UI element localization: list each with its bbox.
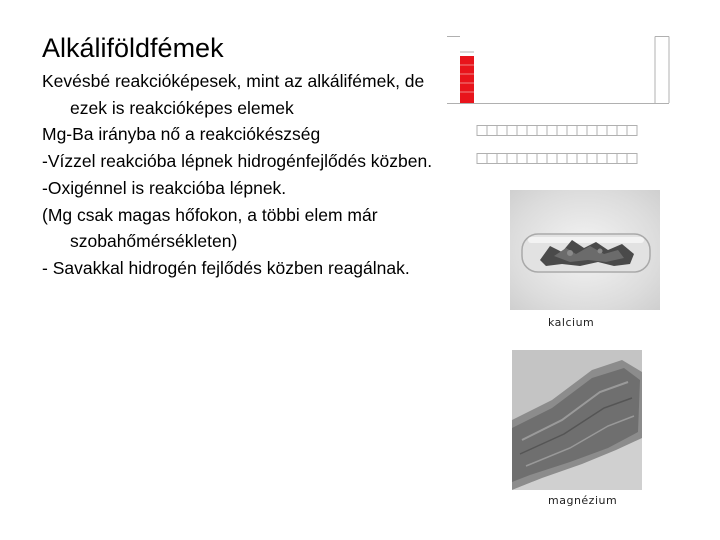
magnesium-sample-icon bbox=[512, 350, 642, 490]
calcium-photo bbox=[510, 190, 660, 310]
paragraph-acids: - Savakkal hidrogén fejlődés közben reagálnak. bbox=[42, 257, 410, 278]
periodic-table-diagram bbox=[447, 30, 672, 175]
paragraph-water: -Vízzel reakcióba lépnek hidrogénfejlődés közben. bbox=[42, 151, 433, 172]
paragraph-oxygen: -Oxigénnel is reakcióba lépnek. bbox=[42, 177, 287, 198]
paragraph-reactivity: Kevésbé reakcióképesek, mint az alkálifémek, de ezek is reakcióképes elemek bbox=[42, 71, 425, 118]
magnesium-caption: magnézium bbox=[548, 494, 618, 507]
group-2-highlight bbox=[460, 56, 474, 103]
magnesium-photo bbox=[512, 350, 642, 490]
paragraph-trend: Mg-Ba irányba nő a reakciókészség bbox=[42, 124, 321, 145]
slide-body bbox=[42, 68, 442, 282]
paragraph-magnesium-note: (Mg csak magas hőfokon, a többi elem már szobahőmérsékleten) bbox=[42, 204, 378, 252]
calcium-caption: kalcium bbox=[548, 316, 595, 329]
calcium-sample-icon bbox=[510, 190, 660, 310]
slide-title: Alkáliföldfémek bbox=[42, 33, 224, 63]
